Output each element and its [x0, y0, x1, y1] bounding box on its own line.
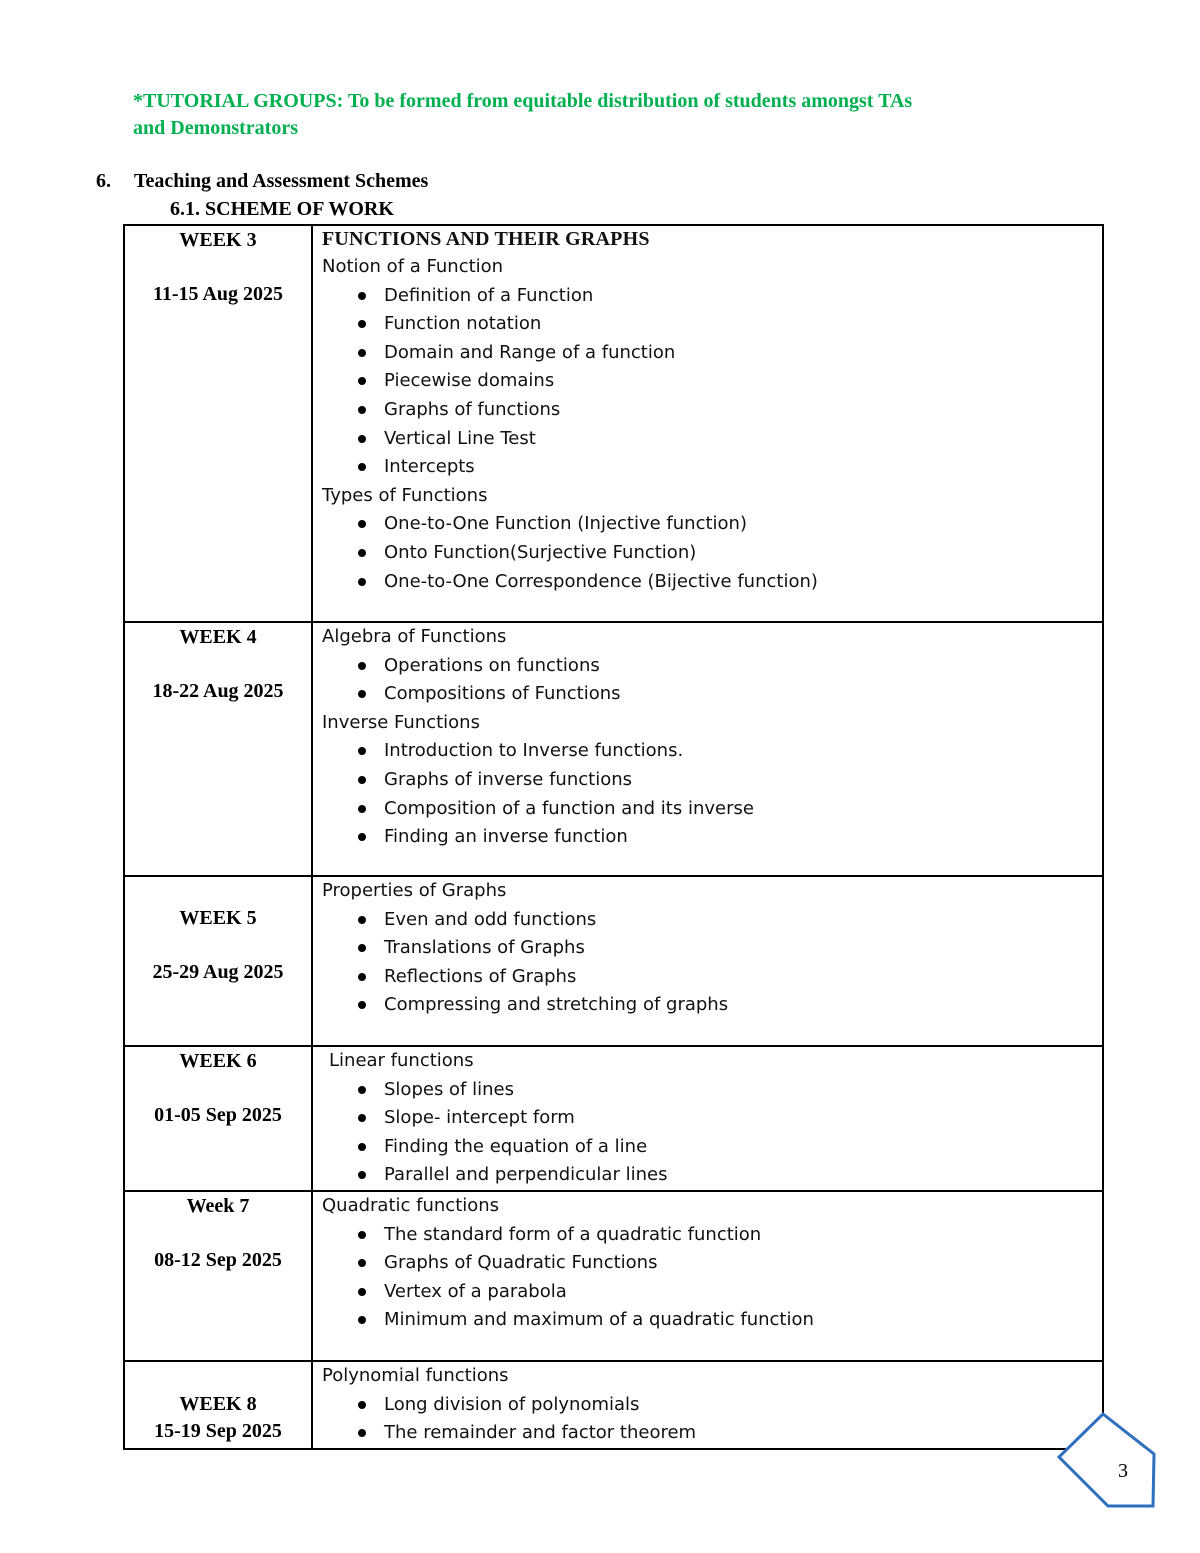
- week-dates: 18-22 Aug 2025: [152, 680, 284, 702]
- table-row: [124, 876, 1103, 1046]
- list-item: Definition of a Function: [322, 282, 1102, 311]
- list-item: Graphs of inverse functions: [322, 766, 1102, 795]
- topic-heading: Polynomial functions: [322, 1364, 509, 1386]
- list-item: Domain and Range of a function: [322, 339, 1102, 368]
- week-dates: 15-19 Sep 2025: [154, 1419, 282, 1442]
- page-number-badge-shape: [1056, 1412, 1160, 1510]
- list-item: Piecewise domains: [322, 367, 1102, 396]
- topic-list: [322, 906, 1102, 1020]
- week-cell: [124, 622, 312, 876]
- topic-heading: Properties of Graphs: [322, 880, 507, 901]
- week-cell: [124, 1046, 312, 1191]
- section-heading: [96, 170, 428, 193]
- list-item: The standard form of a quadratic function: [322, 1221, 1102, 1250]
- page-number: 3: [1118, 1460, 1128, 1482]
- week-label: WEEK 8: [179, 1392, 257, 1415]
- week-dates: 25-29 Aug 2025: [152, 961, 284, 983]
- scheme-of-work-table: [123, 224, 1104, 1450]
- week-label: Week 7: [186, 1194, 250, 1217]
- topic-title: FUNCTIONS AND THEIR GRAPHS: [322, 228, 650, 250]
- topic-heading: Algebra of Functions: [322, 626, 507, 647]
- topics-cell: [312, 1361, 1103, 1449]
- topic-list: [322, 1391, 1102, 1448]
- list-item: Introduction to Inverse functions.: [322, 737, 1102, 766]
- list-item: Even and odd functions: [322, 906, 1102, 935]
- topic-list: [322, 510, 1102, 596]
- list-item: The remainder and factor theorem: [322, 1419, 1102, 1448]
- table-row: [124, 622, 1103, 876]
- list-item: Operations on functions: [322, 652, 1102, 681]
- week-label: WEEK 6: [179, 1050, 257, 1072]
- list-item: Graphs of functions: [322, 396, 1102, 425]
- list-item: Reflections of Graphs: [322, 963, 1102, 992]
- list-item: Graphs of Quadratic Functions: [322, 1249, 1102, 1278]
- section-number: 6.: [96, 170, 111, 192]
- topic-list: [322, 282, 1102, 482]
- list-item: Composition of a function and its inverse: [322, 795, 1102, 824]
- topic-list: [322, 1221, 1102, 1335]
- list-item: Compositions of Functions: [322, 680, 1102, 709]
- week-label: WEEK 5: [179, 907, 257, 929]
- week-cell: [124, 1361, 312, 1449]
- list-item: Finding an inverse function: [322, 823, 1102, 852]
- topic-heading: Linear functions: [329, 1050, 474, 1071]
- week-cell: [124, 876, 312, 1046]
- week-cell: [124, 1191, 312, 1361]
- week-cell: [124, 225, 312, 622]
- week-label: WEEK 3: [179, 229, 257, 251]
- list-item: Finding the equation of a line: [322, 1133, 1102, 1162]
- table-row: [124, 1191, 1103, 1361]
- list-item: One-to-One Function (Injective function): [322, 510, 1102, 539]
- topics-cell: [312, 1046, 1103, 1191]
- tutorial-note-line-2: and Demonstrators: [133, 117, 298, 139]
- topic-heading: Notion of a Function: [322, 256, 504, 277]
- list-item: Minimum and maximum of a quadratic function: [322, 1306, 1102, 1335]
- week-dates: 01-05 Sep 2025: [154, 1104, 282, 1126]
- tutorial-note-line-1: *TUTORIAL GROUPS: To be formed from equitable distribution of students amongst TAs: [133, 90, 913, 112]
- table-row: [124, 1361, 1103, 1449]
- topic-heading: Quadratic functions: [322, 1194, 500, 1216]
- week-label: WEEK 4: [179, 626, 257, 648]
- topic-heading: Inverse Functions: [322, 711, 480, 733]
- topic-heading: Types of Functions: [322, 484, 488, 506]
- list-item: Slopes of lines: [322, 1076, 1102, 1105]
- list-item: Compressing and stretching of graphs: [322, 991, 1102, 1020]
- week-dates: 08-12 Sep 2025: [154, 1248, 282, 1271]
- list-item: Translations of Graphs: [322, 934, 1102, 963]
- list-item: Slope- intercept form: [322, 1104, 1102, 1133]
- list-item: Vertex of a parabola: [322, 1278, 1102, 1307]
- subsection-heading: 6.1. SCHEME OF WORK: [170, 198, 394, 220]
- list-item: One-to-One Correspondence (Bijective function): [322, 568, 1102, 597]
- week-dates: 11-15 Aug 2025: [152, 283, 284, 305]
- list-item: Vertical Line Test: [322, 425, 1102, 454]
- list-item: Intercepts: [322, 453, 1102, 482]
- topics-cell: [312, 876, 1103, 1046]
- topics-cell: [312, 622, 1103, 876]
- list-item: Onto Function(Surjective Function): [322, 539, 1102, 568]
- tutorial-groups-note: [133, 88, 1093, 142]
- table-row: [124, 1046, 1103, 1191]
- topic-list: [322, 737, 1102, 851]
- table-row: [124, 225, 1103, 622]
- topic-list: [322, 1076, 1102, 1190]
- topic-list: [322, 652, 1102, 709]
- list-item: Function notation: [322, 310, 1102, 339]
- list-item: Parallel and perpendicular lines: [322, 1161, 1102, 1190]
- topics-cell: [312, 1191, 1103, 1361]
- section-title: Teaching and Assessment Schemes: [134, 170, 429, 192]
- list-item: Long division of polynomials: [322, 1391, 1102, 1420]
- topics-cell: [312, 225, 1103, 622]
